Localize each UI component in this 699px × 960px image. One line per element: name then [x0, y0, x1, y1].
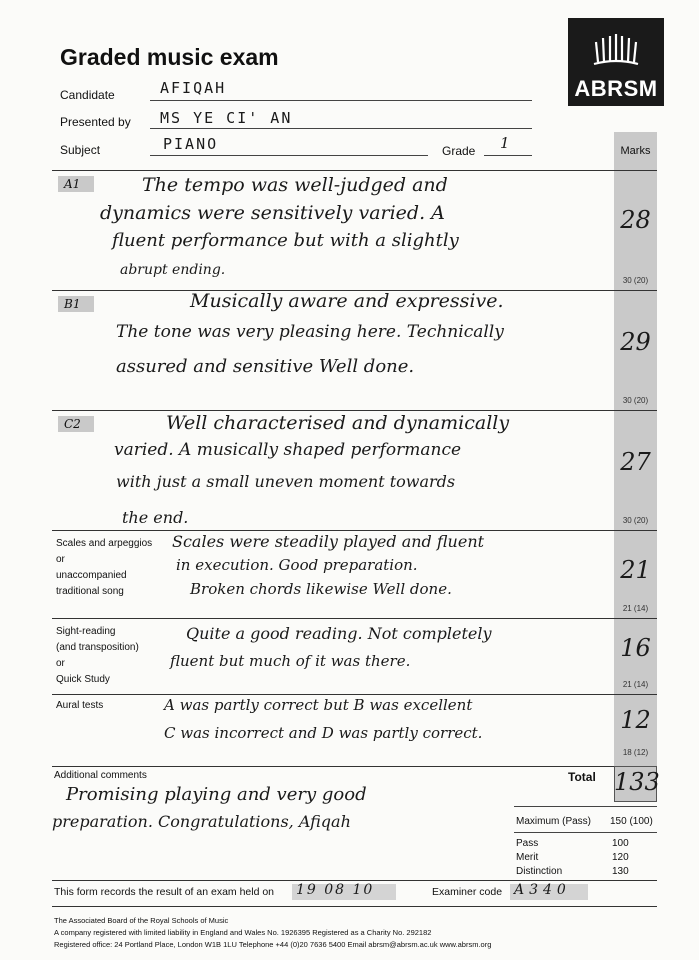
mark-value: 16: [620, 634, 651, 662]
comment-line: The tone was very pleasing here. Technically: [116, 322, 504, 342]
mark-value: 12: [620, 706, 651, 734]
comment-line: with just a small uneven moment towards: [116, 472, 456, 491]
comment-line: Scales were steadily played and fluent: [172, 532, 485, 551]
additional-comments-label: Additional comments: [54, 770, 147, 781]
max-pass: 18 (12): [622, 748, 649, 757]
subject-value: PIANO: [163, 135, 219, 153]
total-value: 133: [614, 768, 660, 796]
section-label: or: [56, 658, 65, 669]
section-label: Sight-reading: [56, 626, 116, 637]
mark-value: 27: [620, 448, 651, 476]
comment-line: The tempo was well-judged and: [142, 174, 448, 196]
pass-value: 100: [612, 838, 629, 849]
section-label: (and transposition): [56, 642, 139, 653]
comment-line: preparation. Congratulations, Afiqah: [52, 812, 351, 831]
abrsm-logo: [568, 18, 664, 106]
section-label: Scales and arpeggios: [56, 538, 153, 549]
comment-line: in execution. Good preparation.: [176, 556, 418, 574]
comment-line: dynamics were sensitively varied. A: [100, 202, 445, 224]
total-label: Total: [568, 770, 596, 784]
candidate-value: AFIQAH: [160, 79, 227, 97]
logo-text: ABRSM: [574, 76, 658, 101]
comment-line: the end.: [122, 508, 189, 527]
maximum-value: 150 (100): [610, 816, 653, 827]
grade-label: Grade: [442, 144, 476, 158]
examiner-code: A340: [514, 882, 571, 898]
max-pass: 30 (20): [622, 516, 649, 525]
comment-line: fluent performance but with a slightly: [112, 230, 459, 251]
comment-line: Quite a good reading. Not completely: [186, 624, 492, 643]
max-pass: 30 (20): [622, 276, 649, 285]
section-label: Aural tests: [56, 700, 104, 711]
subject-label: Subject: [60, 143, 101, 157]
footer-company: A company registered with limited liability in England and Wales No. 1926395 Registered as a Charity No. 292182: [54, 928, 432, 937]
comment-line: Promising playing and very good: [66, 784, 367, 805]
section-label: Quick Study: [56, 674, 110, 685]
candidate-label: Candidate: [60, 88, 115, 102]
pass-label: Pass: [516, 838, 539, 849]
comment-line: Well characterised and dynamically: [166, 412, 510, 434]
merit-value: 120: [612, 852, 629, 863]
presented-by-label: Presented by: [60, 115, 131, 129]
mark-value: 21: [620, 556, 651, 584]
section-tag-a1: A1: [58, 176, 94, 192]
section-tag-c2: C2: [58, 416, 94, 432]
examiner-code-label: Examiner code: [432, 886, 503, 898]
presented-by-value: MS YE CI' AN: [160, 109, 293, 127]
comment-line: C was incorrect and D was partly correct.: [164, 724, 483, 742]
comment-line: Musically aware and expressive.: [190, 290, 504, 312]
comment-line: assured and sensitive Well done.: [116, 356, 415, 377]
distinction-label: Distinction: [516, 866, 563, 877]
section-label: or: [56, 554, 65, 565]
comment-line: Broken chords likewise Well done.: [190, 580, 452, 598]
marks-label: Marks: [620, 145, 651, 157]
grade-value: 1: [500, 134, 510, 152]
section-tag-b1: B1: [58, 296, 94, 312]
record-text: This form records the result of an exam held on: [54, 886, 275, 898]
max-pass: 21 (14): [622, 680, 649, 689]
max-pass: 21 (14): [622, 604, 649, 613]
comment-line: A was partly correct but B was excellent: [164, 696, 473, 714]
max-pass: 30 (20): [622, 396, 649, 405]
footer-org: The Associated Board of the Royal Schools of Music: [54, 916, 229, 925]
mark-value: 29: [620, 328, 651, 356]
section-label: traditional song: [56, 586, 124, 597]
footer-contact: Registered office: 24 Portland Place, London W1B 1LU Telephone +44 (0)20 7636 5400 Email abrsm@abrsm.ac.uk www.abrsm.org: [54, 940, 492, 949]
comment-line: fluent but much of it was there.: [170, 652, 411, 670]
page-title: Graded music exam: [60, 44, 279, 70]
crown-icon: [568, 28, 664, 72]
comment-line: varied. A musically shaped performance: [114, 440, 462, 460]
exam-date: 19 08 10: [296, 882, 375, 898]
section-label: unaccompanied: [56, 570, 127, 581]
maximum-label: Maximum (Pass): [516, 816, 592, 827]
comment-line: abrupt ending.: [120, 262, 226, 278]
merit-label: Merit: [516, 852, 539, 863]
distinction-value: 130: [612, 866, 629, 877]
mark-value: 28: [620, 206, 651, 234]
